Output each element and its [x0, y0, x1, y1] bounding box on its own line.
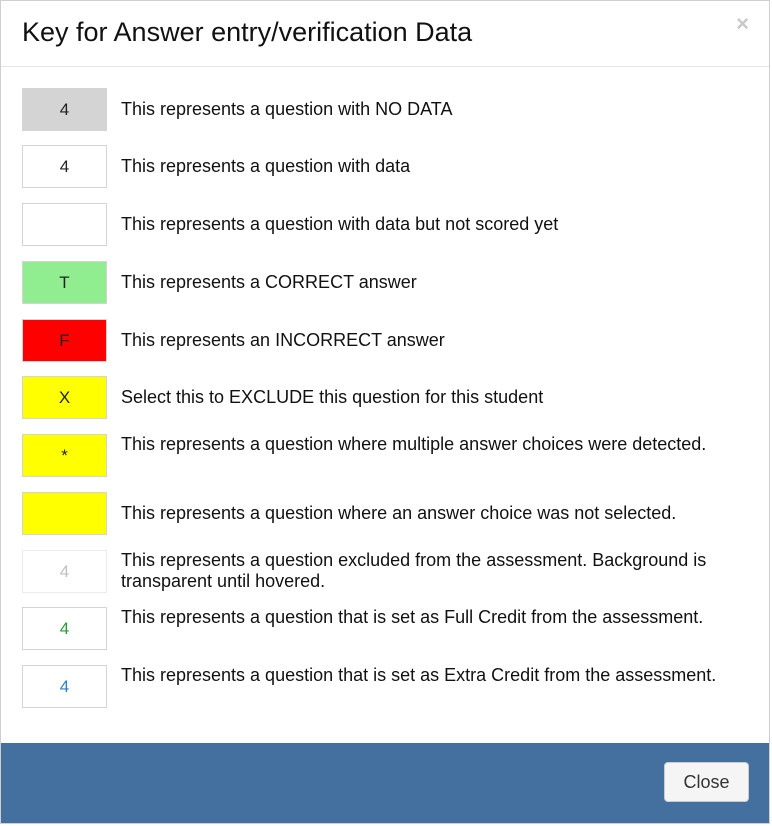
swatch-full-credit: 4 [22, 607, 107, 650]
swatch-multiple-choices: * [22, 434, 107, 477]
swatch-no-data: 4 [22, 88, 107, 131]
modal-body [1, 67, 769, 745]
desc-not-scored: This represents a question with data but not scored yet [121, 214, 559, 234]
swatch-extra-credit: 4 [22, 665, 107, 708]
desc-extra-credit: This represents a question that is set as Extra Credit from the assessment. [121, 665, 717, 685]
desc-with-data: This represents a question with data [121, 156, 411, 176]
desc-incorrect: This represents an INCORRECT answer [121, 330, 445, 350]
desc-exclude: Select this to EXCLUDE this question for this student [121, 387, 544, 407]
swatch-excluded-assessment: 4 [22, 550, 107, 593]
close-icon[interactable]: × [736, 11, 749, 36]
swatch-incorrect: F [22, 319, 107, 362]
modal-footer [1, 743, 769, 823]
desc-excluded-assessment: This represents a question excluded from the assessment. Background is transparent until hovered. [121, 550, 707, 591]
close-button[interactable]: Close [664, 762, 749, 802]
desc-multiple-choices: This represents a question where multiple answer choices were detected. [121, 434, 707, 454]
swatch-with-data: 4 [22, 145, 107, 188]
swatch-not-selected [22, 492, 107, 535]
modal-header [1, 1, 769, 67]
swatch-exclude[interactable]: X [22, 376, 107, 419]
desc-correct: This represents a CORRECT answer [121, 272, 417, 292]
swatch-correct: T [22, 261, 107, 304]
desc-no-data: This represents a question with NO DATA [121, 99, 453, 119]
swatch-not-scored [22, 203, 107, 246]
desc-full-credit: This represents a question that is set as Full Credit from the assessment. [121, 607, 704, 627]
modal-title: Key for Answer entry/verification Data [22, 17, 473, 47]
desc-not-selected: This represents a question where an answer choice was not selected. [121, 503, 677, 523]
